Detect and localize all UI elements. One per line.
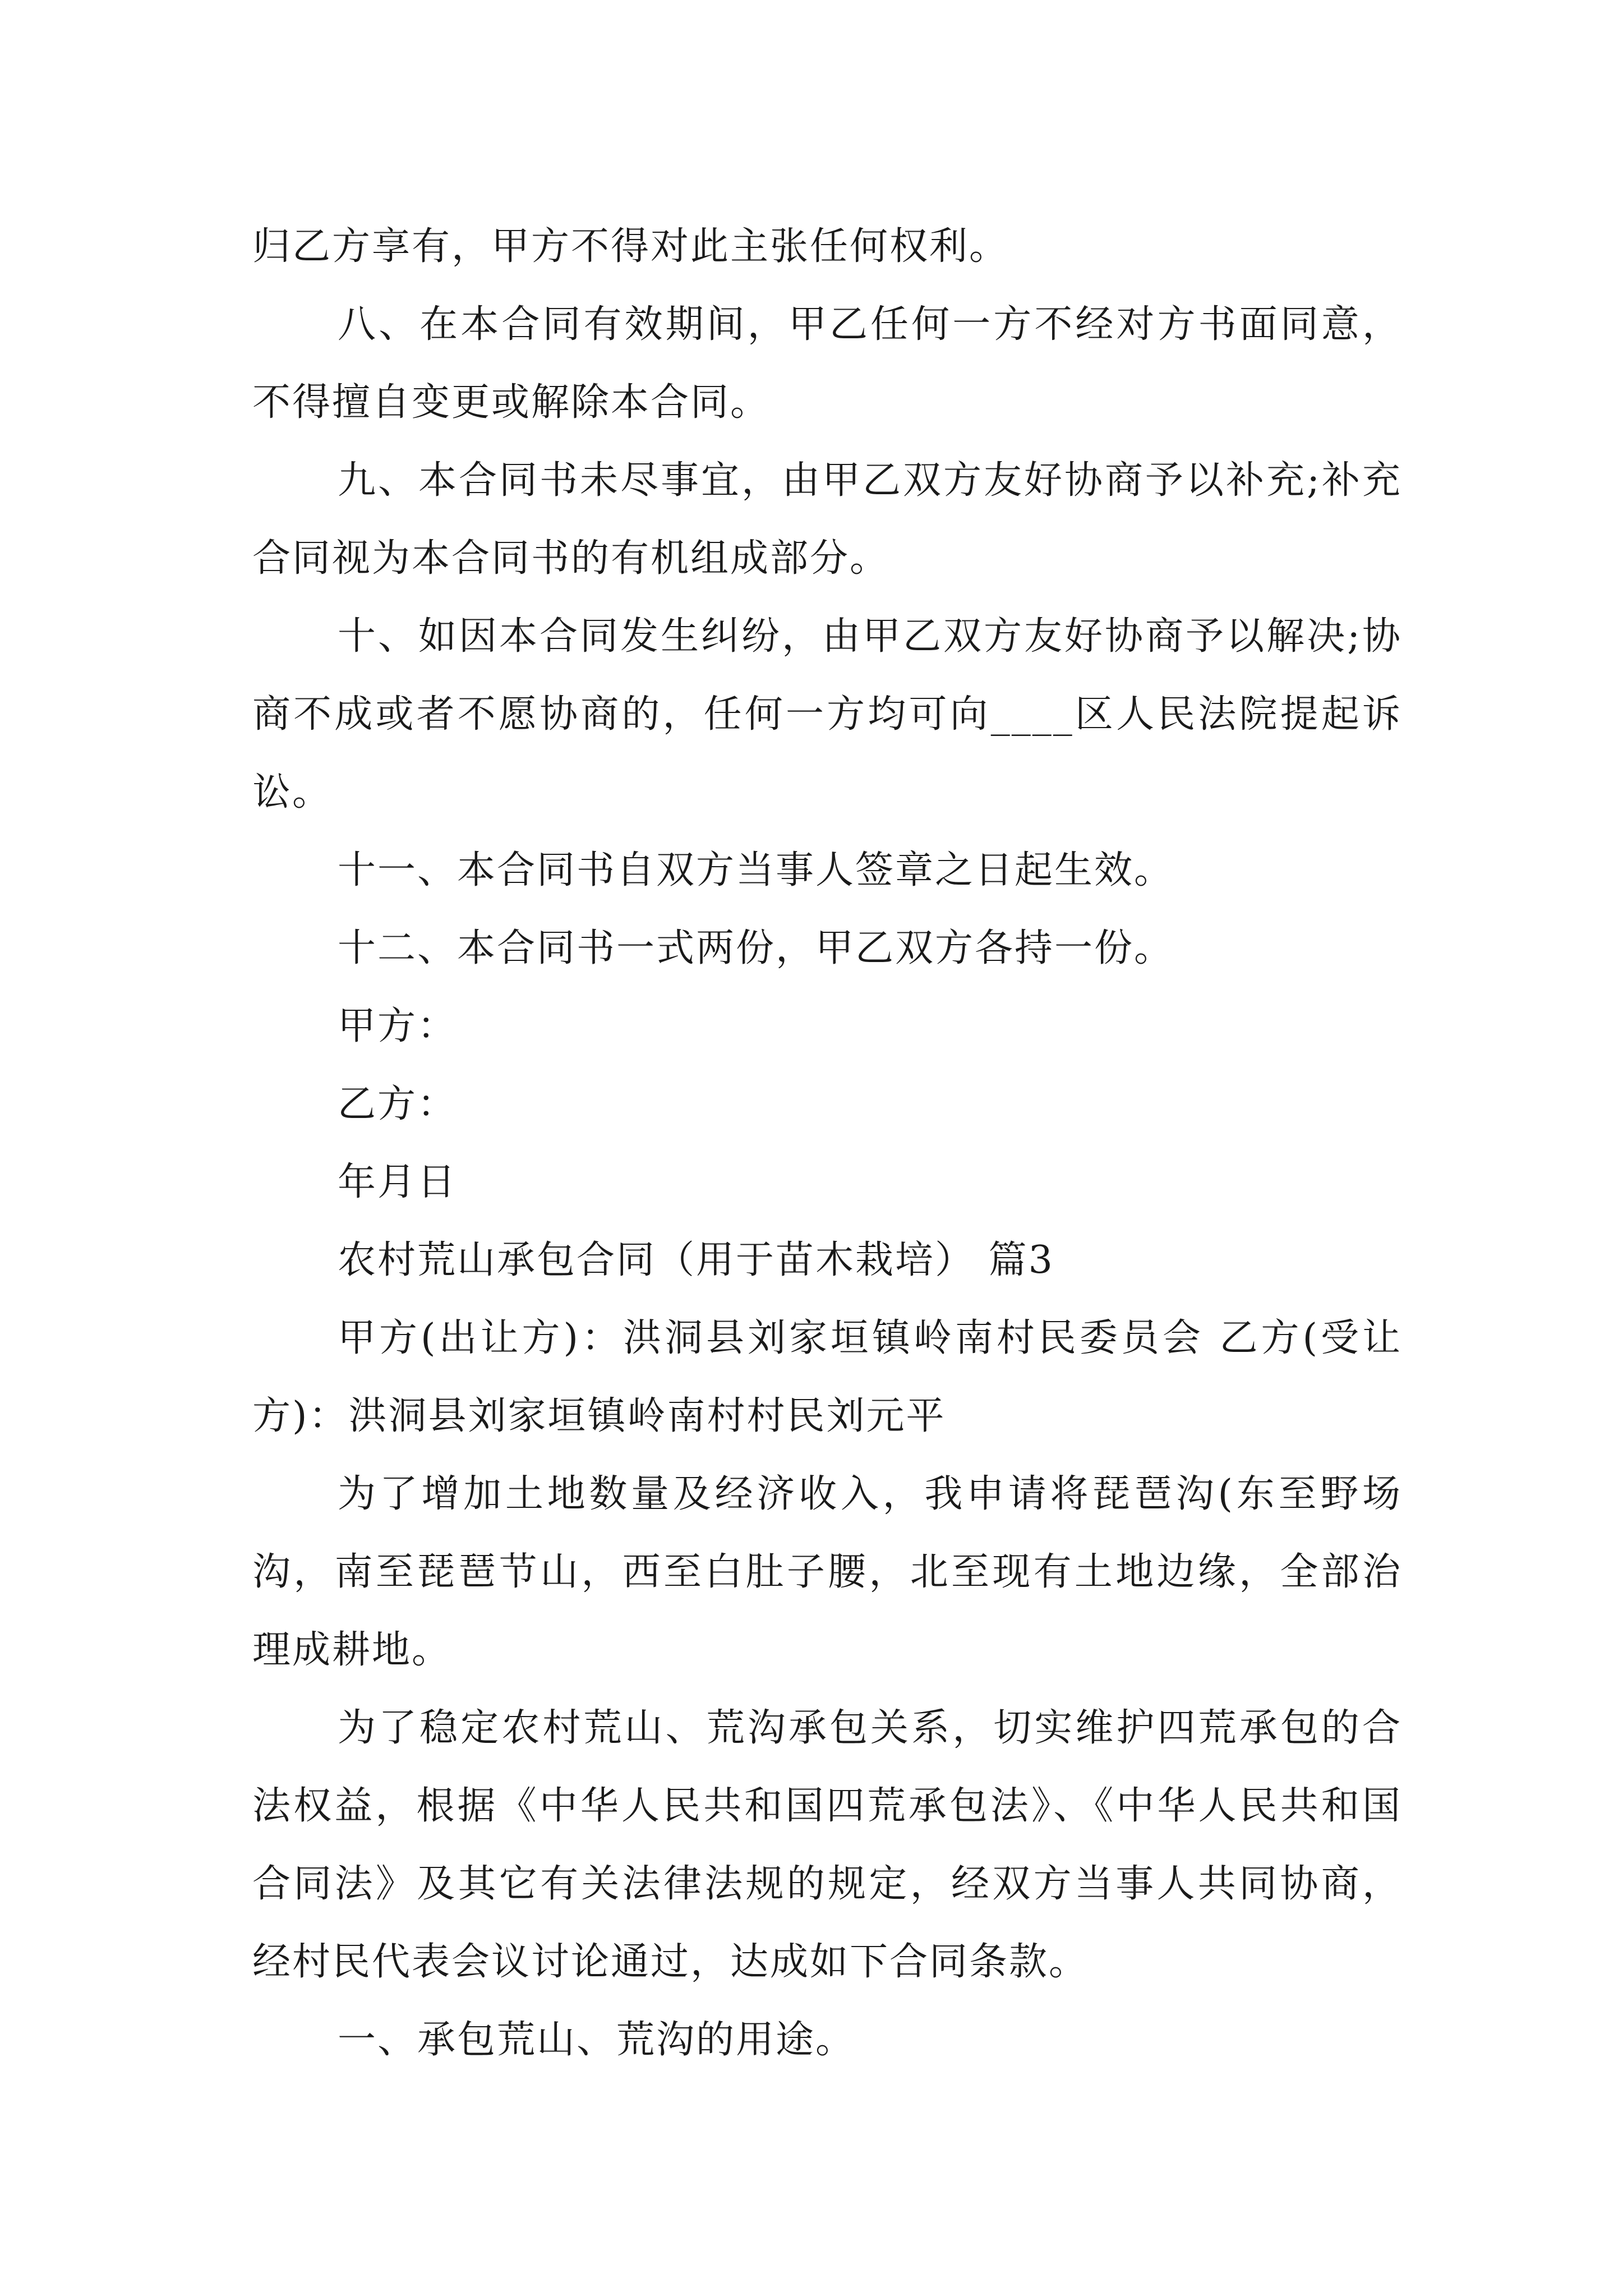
paragraph-continuation: 归乙方享有，甲方不得对此主张任何权利。 (252, 224, 1009, 269)
clause-1-heading: 一、承包荒山、荒沟的用途。 (338, 2018, 856, 2062)
party-a-signature-line: 甲方： (338, 1004, 458, 1048)
section-title: 农村荒山承包合同（用于苗木栽培） 篇3 (338, 1238, 1054, 1282)
clause-12: 十二、本合同书一式两份，甲乙双方各持一份。 (338, 926, 1174, 970)
basis-paragraph: 为了稳定农村荒山、荒沟承包关系，切实维护四荒承包的合法权益，根据《中华人民共和国四荒承包法》、《中华人民共和国合同法》及其它有关法律法规的规定，经双方当事人共同协商，经村民代表会议讨论通过，达成如下合同条款。 (252, 1706, 1402, 1984)
purpose-paragraph: 为了增加土地数量及经济收入，我申请将琵琶沟(东至野场沟，南至琵琶节山，西至白肚子腰，北至现有土地边缘，全部治理成耕地。 (252, 1472, 1402, 1672)
party-b-signature-line: 乙方： (338, 1082, 458, 1126)
clause-11: 十一、本合同书自双方当事人签章之日起生效。 (338, 848, 1174, 892)
clause-9: 九、本合同书未尽事宜，由甲乙双方友好协商予以补充;补充合同视为本合同书的有机组成部分。 (252, 458, 1402, 581)
document-body (252, 208, 1402, 2079)
clause-8: 八、在本合同有效期间，甲乙任何一方不经对方书面同意，不得擅自变更或解除本合同。 (252, 302, 1402, 425)
date-line: 年月日 (338, 1160, 458, 1204)
clause-10: 十、如因本合同发生纠纷，由甲乙双方友好协商予以解决;协商不成或者不愿协商的，任何一方均可向____区人民法院提起诉讼。 (252, 614, 1402, 815)
parties-line: 甲方(出让方)：洪洞县刘家垣镇岭南村民委员会 乙方(受让方)：洪洞县刘家垣镇岭南村村民刘元平 (252, 1316, 1402, 1438)
